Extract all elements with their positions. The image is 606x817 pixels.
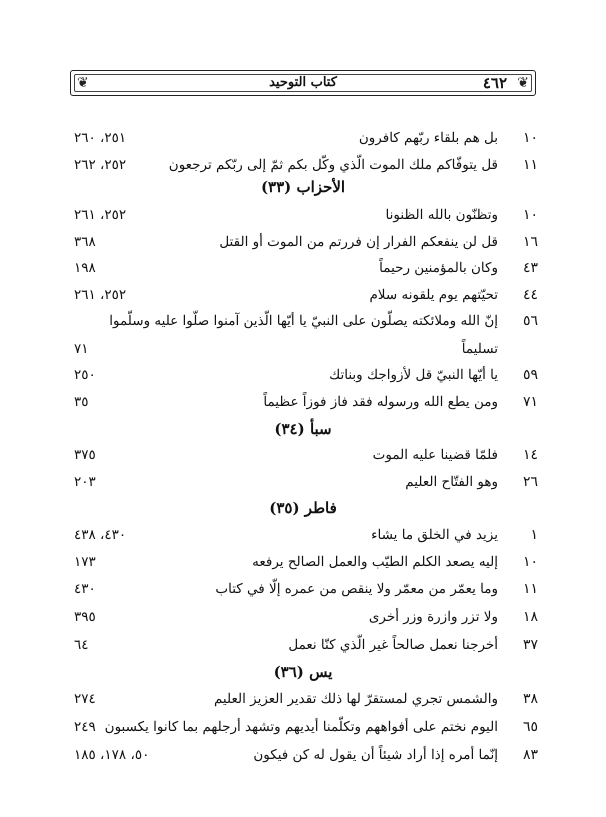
index-row xyxy=(0,634,606,658)
index-row xyxy=(0,716,606,740)
index-row xyxy=(0,257,606,281)
verse-text: قل لن ينفعكم الفرار إن فررتم من الموت أو القتل xyxy=(219,234,498,250)
page-references: ٣٧٥ xyxy=(74,447,96,463)
book-title: كتاب التوحيد xyxy=(269,75,337,90)
index-row xyxy=(0,231,606,255)
page-references: ٢٤٩ xyxy=(74,719,96,735)
verse-text: يزيد في الخلق ما يشاء xyxy=(371,527,498,543)
ornament-left-icon: ❦ xyxy=(77,75,89,91)
page-references: ٢٥٢، ٢٦٢ xyxy=(74,157,127,173)
surah-heading: الأحزاب (٣٣) xyxy=(260,178,346,196)
index-row xyxy=(0,688,606,712)
page-references: ٢٥١، ٢٦٠ xyxy=(74,130,127,146)
verse-text: إنّ الله وملائكته يصلّون على النبيّ يا أيّها الّذين آمنوا صلّوا عليه وسلّموا xyxy=(109,313,498,329)
verse-number: ١ xyxy=(530,527,538,543)
index-row xyxy=(0,551,606,575)
verse-text: يا أيّها النبيّ قل لأزواجك وبناتك xyxy=(329,367,498,383)
page-references: ٥٠، ١٧٨، ١٨٥ xyxy=(74,747,150,763)
verse-text: والشمس تجري لمستقرّ لها ذلك تقدير العزيز العليم xyxy=(213,691,498,707)
verse-text: أخرجنا نعمل صالحاً غير الّذي كنّا نعمل xyxy=(288,637,498,653)
verse-number: ١٤ xyxy=(522,447,538,463)
verse-number: ١٦ xyxy=(522,234,538,250)
page-references: ٧١ xyxy=(74,341,89,357)
page-references: ٢٧٤ xyxy=(74,691,96,707)
page-references: ٤٣٠ xyxy=(74,581,96,597)
verse-text: اليوم نختم على أفواههم وتكلّمنا أيديهم وتشهد أرجلهم بما كانوا يكسبون xyxy=(104,719,498,735)
page-references: ٦٤ xyxy=(74,637,89,653)
verse-text: وكان بالمؤمنين رحيماً xyxy=(379,260,498,276)
verse-number: ١٨ xyxy=(522,609,538,625)
verse-text: بل هم بلقاء ربّهم كافرون xyxy=(358,130,498,146)
verse-number: ١٠ xyxy=(522,130,538,146)
index-row xyxy=(0,310,606,334)
verse-number: ٣٨ xyxy=(522,691,538,707)
index-row xyxy=(0,744,606,768)
index-row xyxy=(0,524,606,548)
index-row xyxy=(0,606,606,630)
page-references: ١٧٣ xyxy=(74,554,96,570)
page-references: ٢٥٠ xyxy=(74,367,96,383)
surah-heading: فاطر (٣٥) xyxy=(269,499,337,517)
surah-heading: سبأ (٣٤) xyxy=(274,420,332,438)
page-references: ٢٥٢، ٢٦١ xyxy=(74,207,127,223)
index-row xyxy=(0,364,606,388)
page-references: ٣٦٨ xyxy=(74,234,96,250)
ornament-right-icon: ❦ xyxy=(517,75,529,91)
verse-text: وتظنّون بالله الظنونا xyxy=(385,207,498,223)
page-references: ٣٥ xyxy=(74,394,89,410)
index-row xyxy=(0,444,606,468)
verse-number: ٣٧ xyxy=(522,637,538,653)
index-row xyxy=(0,471,606,495)
index-row xyxy=(0,127,606,151)
verse-text: وهو الفتّاح العليم xyxy=(405,474,498,490)
page-references: ٢٠٣ xyxy=(74,474,96,490)
verse-text: إليه يصعد الكلم الطيّب والعمل الصالح يرفعه xyxy=(252,554,498,570)
verse-text: وما يعمّر من معمّر ولا ينقص من عمره إلّا في كتاب xyxy=(215,581,498,597)
verse-number: ١١ xyxy=(522,157,538,173)
page-number: ٤٦٢ xyxy=(482,74,507,92)
index-row xyxy=(0,154,606,178)
verse-number: ٤٤ xyxy=(522,287,538,303)
page-references: ٣٩٥ xyxy=(74,609,96,625)
verse-text: تحيّتهم يوم يلقونه سلام xyxy=(369,287,498,303)
index-row xyxy=(0,338,606,362)
verse-text: ومن يطع الله ورسوله فقد فاز فوزاً عظيماً xyxy=(263,394,498,410)
page-references: ١٩٨ xyxy=(74,260,96,276)
verse-number: ٥٦ xyxy=(522,313,538,329)
running-header xyxy=(70,70,536,96)
verse-text: فلمّا قضينا عليه الموت xyxy=(372,447,498,463)
verse-text: قل يتوفّاكم ملك الموت الّذي وكّل بكم ثمّ إلى ربّكم ترجعون xyxy=(168,157,498,173)
verse-text: تسليماً xyxy=(461,341,498,357)
verse-number: ١١ xyxy=(522,581,538,597)
index-row xyxy=(0,284,606,308)
verse-number: ٦٥ xyxy=(522,719,538,735)
verse-number: ٢٦ xyxy=(522,474,538,490)
verse-number: ٨٣ xyxy=(522,747,538,763)
page-references: ٢٥٢، ٢٦١ xyxy=(74,287,127,303)
page-references: ٤٣٠، ٤٣٨ xyxy=(74,527,127,543)
index-row xyxy=(0,391,606,415)
verse-text: إنّما أمره إذا أراد شيئاً أن يقول له كن فيكون xyxy=(253,747,498,763)
verse-number: ١٠ xyxy=(522,554,538,570)
index-row xyxy=(0,204,606,228)
verse-text: ولا تزر وازرة وزر أخرى xyxy=(368,609,498,625)
verse-number: ٧١ xyxy=(522,394,538,410)
verse-number: ٤٣ xyxy=(522,260,538,276)
surah-heading: يس (٣٦) xyxy=(273,663,333,681)
verse-number: ٥٩ xyxy=(522,367,538,383)
verse-number: ١٠ xyxy=(522,207,538,223)
index-row xyxy=(0,578,606,602)
